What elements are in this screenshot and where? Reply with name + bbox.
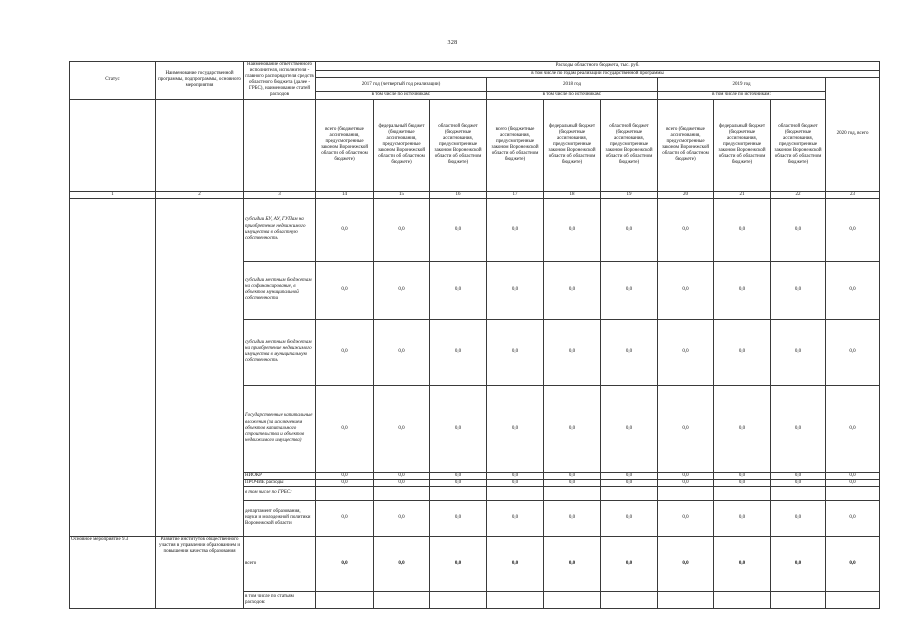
budget-table bbox=[69, 61, 880, 609]
value-cell: 0,0 bbox=[544, 198, 601, 261]
header-year-2017: 2017 год (четвертый год реализации) bbox=[316, 78, 487, 92]
value-cell: 0,0 bbox=[826, 385, 880, 472]
value-cell: 0,0 bbox=[316, 472, 374, 479]
value-cell-empty bbox=[771, 591, 826, 608]
value-cell: 0,0 bbox=[544, 385, 601, 472]
header-total-2018: всего (бюджетные ассигнования, предусмотренные законом Воронежской области об областном бюджете) bbox=[487, 99, 544, 191]
value-cell: 0,0 bbox=[826, 472, 880, 479]
value-cell-empty bbox=[601, 591, 658, 608]
col-number: 14 bbox=[316, 191, 374, 198]
col-number: 15 bbox=[374, 191, 430, 198]
value-cell: 0,0 bbox=[771, 198, 826, 261]
value-cell: 0,0 bbox=[487, 500, 544, 536]
value-cell: 0,0 bbox=[430, 536, 487, 591]
value-cell: 0,0 bbox=[544, 319, 601, 385]
header-regional-2018: областной бюджет (бюджетные ассигнования, предусмотренные законом Воронежской области об областном бюджете) bbox=[601, 99, 658, 191]
header-executor: Наименование ответственного исполнителя, исполнителя - главного распорядителя средств областного бюджета (далее - ГРБС), наименование статей расходов bbox=[245, 62, 314, 98]
value-cell-empty bbox=[316, 591, 374, 608]
header-sources-2018: в том числе по источникам: bbox=[487, 92, 658, 99]
value-cell: 0,0 bbox=[601, 500, 658, 536]
value-cell: 0,0 bbox=[316, 500, 374, 536]
header-federal-2019: федеральный бюджет (бюджетные ассигнования, предусмотренные законом Воронежской области об областном бюджете) bbox=[714, 99, 771, 191]
row-label: субсидии БУ, АУ, ГУПам на приобретение недвижимого имущества в областную собственность bbox=[244, 198, 316, 261]
value-cell: 0,0 bbox=[430, 479, 487, 486]
row-label: Государственные капитальные вложения (за исключением объектов капитального строительства и объектов недвижимого имущества) bbox=[244, 385, 316, 472]
header-year-2018: 2018 год bbox=[487, 78, 658, 92]
value-cell: 0,0 bbox=[374, 261, 430, 319]
header-name-cont bbox=[156, 99, 244, 191]
value-cell: 0,0 bbox=[544, 479, 601, 486]
column-numbers-row bbox=[70, 191, 880, 198]
row-label-total: всего bbox=[244, 536, 316, 591]
measure-name: Развитие институтов общественного участия в управлении образованием и повышении качества образования bbox=[156, 536, 244, 608]
header-sources-2017: в том числе по источникам: bbox=[316, 92, 487, 99]
value-cell-empty bbox=[316, 486, 374, 500]
value-cell-empty bbox=[658, 591, 714, 608]
value-cell-empty bbox=[544, 591, 601, 608]
value-cell: 0,0 bbox=[487, 536, 544, 591]
value-cell: 0,0 bbox=[487, 198, 544, 261]
value-cell: 0,0 bbox=[771, 500, 826, 536]
value-cell-empty bbox=[374, 486, 430, 500]
value-cell: 0,0 bbox=[714, 261, 771, 319]
value-cell: 0,0 bbox=[658, 479, 714, 486]
value-cell: 0,0 bbox=[487, 385, 544, 472]
value-cell: 0,0 bbox=[771, 319, 826, 385]
value-cell: 0,0 bbox=[430, 385, 487, 472]
row-label: субсидии местным бюджетам на софинансирование, в объектов муниципальной собственности bbox=[244, 261, 316, 319]
header-total-2017: всего (бюджетные ассигнования, предусмотренные законом Воронежской области об областном бюджете) bbox=[316, 99, 374, 191]
value-cell: 0,0 bbox=[658, 198, 714, 261]
header-sources-2019: в том числе по источникам: bbox=[658, 92, 826, 99]
value-cell-empty bbox=[714, 591, 771, 608]
header-total-2019: всего (бюджетные ассигнования, предусмотренные законом Воронежской области об областном бюджете) bbox=[658, 99, 714, 191]
header-regional-2019: областной бюджет (бюджетные ассигнования, предусмотренные законом Воронежской области об областном бюджете) bbox=[771, 99, 826, 191]
value-cell: 0,0 bbox=[316, 261, 374, 319]
value-cell: 0,0 bbox=[430, 319, 487, 385]
header-year-2019: 2019 год bbox=[658, 78, 826, 92]
value-cell: 0,0 bbox=[374, 479, 430, 486]
col-number: 22 bbox=[771, 191, 826, 198]
value-cell-empty bbox=[826, 486, 880, 500]
value-cell: 0,0 bbox=[658, 536, 714, 591]
col-number: 17 bbox=[487, 191, 544, 198]
value-cell: 0,0 bbox=[826, 261, 880, 319]
header-executor-cont bbox=[244, 99, 316, 191]
col-number: 21 bbox=[714, 191, 771, 198]
value-cell: 0,0 bbox=[601, 319, 658, 385]
row-label: департамент образования, науки и молодежной политики Воронежской области bbox=[244, 500, 316, 536]
value-cell: 0,0 bbox=[771, 472, 826, 479]
col-number: 19 bbox=[601, 191, 658, 198]
value-cell: 0,0 bbox=[771, 385, 826, 472]
header-status: Статус bbox=[70, 62, 156, 100]
value-cell-empty bbox=[601, 486, 658, 500]
value-cell: 0,0 bbox=[544, 500, 601, 536]
col-number: 3 bbox=[244, 191, 316, 198]
value-cell: 0,0 bbox=[826, 536, 880, 591]
value-cell: 0,0 bbox=[374, 198, 430, 261]
row-label: в том числе по ГРБС: bbox=[244, 486, 316, 500]
value-cell: 0,0 bbox=[316, 198, 374, 261]
col-number: 18 bbox=[544, 191, 601, 198]
value-cell-empty bbox=[714, 486, 771, 500]
value-cell: 0,0 bbox=[714, 536, 771, 591]
value-cell: 0,0 bbox=[487, 472, 544, 479]
value-cell-empty bbox=[430, 486, 487, 500]
col-number: 1 bbox=[70, 191, 156, 198]
value-cell: 0,0 bbox=[714, 500, 771, 536]
row-label-by-articles: в том числе по статьям расходов: bbox=[244, 591, 316, 608]
value-cell: 0,0 bbox=[658, 472, 714, 479]
value-cell-empty bbox=[771, 486, 826, 500]
value-cell: 0,0 bbox=[714, 472, 771, 479]
value-cell-empty bbox=[826, 591, 880, 608]
value-cell-empty bbox=[487, 486, 544, 500]
value-cell-empty bbox=[430, 591, 487, 608]
value-cell: 0,0 bbox=[374, 500, 430, 536]
value-cell-empty bbox=[374, 591, 430, 608]
value-cell: 0,0 bbox=[714, 319, 771, 385]
value-cell: 0,0 bbox=[544, 261, 601, 319]
table-row bbox=[70, 536, 880, 591]
value-cell: 0,0 bbox=[487, 261, 544, 319]
col-number: 2 bbox=[156, 191, 244, 198]
value-cell: 0,0 bbox=[601, 385, 658, 472]
value-cell: 0,0 bbox=[826, 319, 880, 385]
value-cell: 0,0 bbox=[826, 198, 880, 261]
value-cell: 0,0 bbox=[487, 319, 544, 385]
value-cell: 0,0 bbox=[374, 319, 430, 385]
status-cell-empty bbox=[70, 198, 156, 536]
value-cell-empty bbox=[544, 486, 601, 500]
page-number: 328 bbox=[447, 40, 458, 46]
value-cell: 0,0 bbox=[826, 500, 880, 536]
value-cell: 0,0 bbox=[374, 472, 430, 479]
value-cell: 0,0 bbox=[316, 385, 374, 472]
value-cell: 0,0 bbox=[771, 479, 826, 486]
header-federal-2017: федеральный бюджет (бюджетные ассигнования, предусмотренные законом Воронежской области об областном бюджете) bbox=[374, 99, 430, 191]
table-row bbox=[70, 198, 880, 261]
value-cell: 0,0 bbox=[430, 261, 487, 319]
value-cell: 0,0 bbox=[374, 385, 430, 472]
value-cell: 0,0 bbox=[771, 536, 826, 591]
value-cell: 0,0 bbox=[601, 536, 658, 591]
value-cell: 0,0 bbox=[544, 472, 601, 479]
value-cell: 0,0 bbox=[430, 500, 487, 536]
value-cell: 0,0 bbox=[487, 479, 544, 486]
measure-status: Основное мероприятие 9.3 bbox=[70, 536, 156, 608]
value-cell: 0,0 bbox=[658, 319, 714, 385]
value-cell: 0,0 bbox=[714, 385, 771, 472]
header-expenses: Расходы областного бюджета, тыс. руб. bbox=[316, 62, 880, 71]
value-cell: 0,0 bbox=[374, 536, 430, 591]
value-cell: 0,0 bbox=[601, 261, 658, 319]
value-cell: 0,0 bbox=[316, 479, 374, 486]
row-label: НИОКР bbox=[244, 472, 316, 479]
row-label: субсидии местным бюджетам на приобретение недвижимого имущества в муниципальную собственность bbox=[244, 319, 316, 385]
value-cell: 0,0 bbox=[658, 385, 714, 472]
col-number: 20 bbox=[658, 191, 714, 198]
value-cell: 0,0 bbox=[430, 198, 487, 261]
row-label: ПРОЧИЕ расходы bbox=[244, 479, 316, 486]
value-cell: 0,0 bbox=[316, 536, 374, 591]
value-cell-empty bbox=[487, 591, 544, 608]
header-regional-2017: областной бюджет (бюджетные ассигнования, предусмотренные законом Воронежской области об областном бюджете) bbox=[430, 99, 487, 191]
value-cell: 0,0 bbox=[601, 198, 658, 261]
value-cell: 0,0 bbox=[658, 500, 714, 536]
header-status-cont bbox=[70, 99, 156, 191]
header-program-name: Наименование государственной программы, подпрограммы, основного мероприятия bbox=[156, 62, 244, 100]
header-by-years: в том числе по годам реализации государственной программы bbox=[316, 71, 880, 78]
value-cell: 0,0 bbox=[316, 319, 374, 385]
value-cell: 0,0 bbox=[771, 261, 826, 319]
value-cell: 0,0 bbox=[430, 472, 487, 479]
header-federal-2018: федеральный бюджет (бюджетные ассигнования, предусмотренные законом Воронежской области об областном бюджете) bbox=[544, 99, 601, 191]
value-cell: 0,0 bbox=[826, 479, 880, 486]
value-cell: 0,0 bbox=[658, 261, 714, 319]
header-year-2020: 2020 год, всего bbox=[826, 78, 880, 191]
value-cell: 0,0 bbox=[714, 198, 771, 261]
value-cell: 0,0 bbox=[601, 479, 658, 486]
col-number: 23 bbox=[826, 191, 880, 198]
name-cell-empty bbox=[156, 198, 244, 536]
value-cell: 0,0 bbox=[714, 479, 771, 486]
value-cell-empty bbox=[658, 486, 714, 500]
value-cell: 0,0 bbox=[544, 536, 601, 591]
value-cell: 0,0 bbox=[601, 472, 658, 479]
col-number: 16 bbox=[430, 191, 487, 198]
